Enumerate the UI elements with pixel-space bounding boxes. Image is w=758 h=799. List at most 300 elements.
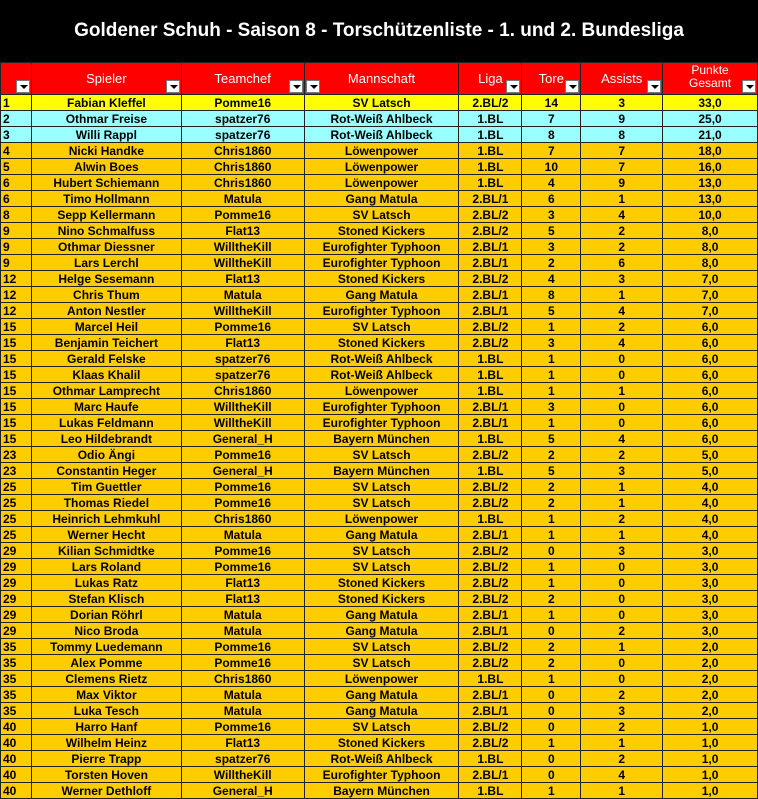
cell-rank[interactable]: 40 [1, 735, 32, 751]
cell-rank[interactable]: 25 [1, 511, 32, 527]
cell-spieler[interactable]: Sepp Kellermann [31, 207, 181, 223]
cell-tore[interactable]: 0 [522, 751, 581, 767]
cell-tore[interactable]: 1 [522, 527, 581, 543]
cell-tore[interactable]: 7 [522, 111, 581, 127]
cell-punkte[interactable]: 2,0 [663, 671, 758, 687]
cell-assists[interactable]: 1 [581, 783, 663, 799]
cell-rank[interactable]: 23 [1, 447, 32, 463]
cell-mannschaft[interactable]: SV Latsch [304, 495, 459, 511]
cell-mannschaft[interactable]: SV Latsch [304, 543, 459, 559]
cell-assists[interactable]: 9 [581, 175, 663, 191]
cell-teamchef[interactable]: spatzer76 [181, 367, 304, 383]
cell-rank[interactable]: 4 [1, 143, 32, 159]
cell-tore[interactable]: 3 [522, 399, 581, 415]
cell-tore[interactable]: 1 [522, 671, 581, 687]
cell-rank[interactable]: 40 [1, 783, 32, 799]
cell-mannschaft[interactable]: Eurofighter Typhoon [304, 303, 459, 319]
cell-rank[interactable]: 35 [1, 703, 32, 719]
cell-tore[interactable]: 1 [522, 735, 581, 751]
cell-mannschaft[interactable]: Eurofighter Typhoon [304, 239, 459, 255]
cell-punkte[interactable]: 3,0 [663, 575, 758, 591]
cell-rank[interactable]: 23 [1, 463, 32, 479]
cell-teamchef[interactable]: Matula [181, 287, 304, 303]
cell-mannschaft[interactable]: Stoned Kickers [304, 223, 459, 239]
cell-mannschaft[interactable]: SV Latsch [304, 95, 459, 111]
cell-liga[interactable]: 2.BL/1 [459, 303, 522, 319]
cell-spieler[interactable]: Heinrich Lehmkuhl [31, 511, 181, 527]
cell-punkte[interactable]: 4,0 [663, 495, 758, 511]
cell-spieler[interactable]: Benjamin Teichert [31, 335, 181, 351]
cell-rank[interactable]: 12 [1, 271, 32, 287]
cell-spieler[interactable]: Helge Sesemann [31, 271, 181, 287]
cell-tore[interactable]: 3 [522, 335, 581, 351]
cell-tore[interactable]: 5 [522, 223, 581, 239]
cell-teamchef[interactable]: Pomme16 [181, 719, 304, 735]
cell-liga[interactable]: 2.BL/2 [459, 319, 522, 335]
cell-assists[interactable]: 2 [581, 223, 663, 239]
cell-mannschaft[interactable]: Gang Matula [304, 703, 459, 719]
cell-liga[interactable]: 1.BL [459, 127, 522, 143]
cell-rank[interactable]: 12 [1, 303, 32, 319]
cell-assists[interactable]: 2 [581, 687, 663, 703]
cell-liga[interactable]: 1.BL [459, 111, 522, 127]
cell-tore[interactable]: 8 [522, 127, 581, 143]
cell-assists[interactable]: 2 [581, 447, 663, 463]
cell-mannschaft[interactable]: Löwenpower [304, 143, 459, 159]
cell-mannschaft[interactable]: Bayern München [304, 783, 459, 799]
cell-teamchef[interactable]: Chris1860 [181, 175, 304, 191]
cell-liga[interactable]: 1.BL [459, 383, 522, 399]
cell-punkte[interactable]: 13,0 [663, 175, 758, 191]
cell-punkte[interactable]: 7,0 [663, 303, 758, 319]
cell-liga[interactable]: 1.BL [459, 175, 522, 191]
cell-assists[interactable]: 4 [581, 767, 663, 783]
cell-rank[interactable]: 29 [1, 543, 32, 559]
cell-liga[interactable]: 1.BL [459, 351, 522, 367]
filter-dropdown-icon[interactable] [565, 80, 579, 93]
cell-tore[interactable]: 4 [522, 271, 581, 287]
cell-rank[interactable]: 40 [1, 719, 32, 735]
cell-punkte[interactable]: 6,0 [663, 367, 758, 383]
cell-assists[interactable]: 4 [581, 431, 663, 447]
cell-rank[interactable]: 12 [1, 287, 32, 303]
cell-assists[interactable]: 2 [581, 719, 663, 735]
cell-assists[interactable]: 3 [581, 95, 663, 111]
cell-liga[interactable]: 2.BL/2 [459, 495, 522, 511]
cell-tore[interactable]: 2 [522, 639, 581, 655]
cell-liga[interactable]: 2.BL/1 [459, 767, 522, 783]
cell-teamchef[interactable]: Chris1860 [181, 671, 304, 687]
cell-tore[interactable]: 1 [522, 383, 581, 399]
cell-teamchef[interactable]: Matula [181, 191, 304, 207]
cell-assists[interactable]: 3 [581, 543, 663, 559]
cell-mannschaft[interactable]: Eurofighter Typhoon [304, 399, 459, 415]
cell-mannschaft[interactable]: Bayern München [304, 431, 459, 447]
cell-assists[interactable]: 1 [581, 191, 663, 207]
cell-liga[interactable]: 1.BL [459, 431, 522, 447]
cell-tore[interactable]: 3 [522, 207, 581, 223]
cell-punkte[interactable]: 25,0 [663, 111, 758, 127]
cell-tore[interactable]: 0 [522, 719, 581, 735]
cell-spieler[interactable]: Nino Schmalfuss [31, 223, 181, 239]
cell-tore[interactable]: 2 [522, 655, 581, 671]
cell-spieler[interactable]: Othmar Diessner [31, 239, 181, 255]
cell-teamchef[interactable]: General_H [181, 431, 304, 447]
cell-teamchef[interactable]: General_H [181, 783, 304, 799]
cell-assists[interactable]: 3 [581, 271, 663, 287]
cell-tore[interactable]: 5 [522, 431, 581, 447]
cell-spieler[interactable]: Marcel Heil [31, 319, 181, 335]
cell-mannschaft[interactable]: SV Latsch [304, 319, 459, 335]
cell-spieler[interactable]: Klaas Khalil [31, 367, 181, 383]
cell-mannschaft[interactable]: Löwenpower [304, 175, 459, 191]
cell-spieler[interactable]: Lars Roland [31, 559, 181, 575]
cell-mannschaft[interactable]: Bayern München [304, 463, 459, 479]
cell-punkte[interactable]: 6,0 [663, 399, 758, 415]
cell-tore[interactable]: 0 [522, 687, 581, 703]
cell-mannschaft[interactable]: SV Latsch [304, 655, 459, 671]
cell-spieler[interactable]: Tim Guettler [31, 479, 181, 495]
cell-tore[interactable]: 2 [522, 479, 581, 495]
cell-teamchef[interactable]: Pomme16 [181, 447, 304, 463]
cell-mannschaft[interactable]: Rot-Weiß Ahlbeck [304, 111, 459, 127]
cell-liga[interactable]: 2.BL/2 [459, 271, 522, 287]
cell-teamchef[interactable]: spatzer76 [181, 351, 304, 367]
cell-punkte[interactable]: 33,0 [663, 95, 758, 111]
cell-teamchef[interactable]: WilltheKill [181, 415, 304, 431]
cell-spieler[interactable]: Leo Hildebrandt [31, 431, 181, 447]
cell-spieler[interactable]: Marc Haufe [31, 399, 181, 415]
cell-punkte[interactable]: 2,0 [663, 639, 758, 655]
cell-spieler[interactable]: Alex Pomme [31, 655, 181, 671]
cell-punkte[interactable]: 1,0 [663, 783, 758, 799]
cell-liga[interactable]: 2.BL/2 [459, 447, 522, 463]
cell-teamchef[interactable]: Pomme16 [181, 479, 304, 495]
cell-teamchef[interactable]: WilltheKill [181, 239, 304, 255]
cell-rank[interactable]: 29 [1, 607, 32, 623]
cell-assists[interactable]: 0 [581, 671, 663, 687]
cell-tore[interactable]: 1 [522, 559, 581, 575]
cell-liga[interactable]: 2.BL/1 [459, 703, 522, 719]
cell-tore[interactable]: 7 [522, 143, 581, 159]
cell-teamchef[interactable]: Pomme16 [181, 639, 304, 655]
cell-assists[interactable]: 1 [581, 527, 663, 543]
cell-mannschaft[interactable]: SV Latsch [304, 719, 459, 735]
cell-mannschaft[interactable]: Rot-Weiß Ahlbeck [304, 367, 459, 383]
cell-punkte[interactable]: 2,0 [663, 655, 758, 671]
cell-spieler[interactable]: Alwin Boes [31, 159, 181, 175]
cell-spieler[interactable]: Gerald Felske [31, 351, 181, 367]
cell-spieler[interactable]: Othmar Freise [31, 111, 181, 127]
cell-punkte[interactable]: 18,0 [663, 143, 758, 159]
cell-punkte[interactable]: 3,0 [663, 623, 758, 639]
cell-liga[interactable]: 2.BL/2 [459, 655, 522, 671]
header-tore[interactable]: Tore [522, 63, 581, 95]
cell-spieler[interactable]: Pierre Trapp [31, 751, 181, 767]
cell-rank[interactable]: 25 [1, 479, 32, 495]
cell-mannschaft[interactable]: SV Latsch [304, 207, 459, 223]
cell-rank[interactable]: 9 [1, 255, 32, 271]
cell-assists[interactable]: 1 [581, 495, 663, 511]
cell-rank[interactable]: 15 [1, 383, 32, 399]
cell-assists[interactable]: 8 [581, 127, 663, 143]
cell-assists[interactable]: 4 [581, 303, 663, 319]
header-punkte[interactable] [663, 63, 758, 95]
cell-mannschaft[interactable]: Eurofighter Typhoon [304, 255, 459, 271]
cell-teamchef[interactable]: Chris1860 [181, 159, 304, 175]
cell-assists[interactable]: 0 [581, 575, 663, 591]
cell-assists[interactable]: 0 [581, 351, 663, 367]
cell-punkte[interactable]: 7,0 [663, 271, 758, 287]
cell-liga[interactable]: 2.BL/2 [459, 639, 522, 655]
cell-spieler[interactable]: Thomas Riedel [31, 495, 181, 511]
cell-punkte[interactable]: 8,0 [663, 239, 758, 255]
cell-mannschaft[interactable]: Gang Matula [304, 623, 459, 639]
cell-liga[interactable]: 1.BL [459, 511, 522, 527]
cell-punkte[interactable]: 1,0 [663, 767, 758, 783]
cell-teamchef[interactable]: WilltheKill [181, 399, 304, 415]
cell-liga[interactable]: 2.BL/1 [459, 239, 522, 255]
cell-assists[interactable]: 0 [581, 399, 663, 415]
cell-tore[interactable]: 0 [522, 703, 581, 719]
cell-spieler[interactable]: Clemens Rietz [31, 671, 181, 687]
cell-punkte[interactable]: 21,0 [663, 127, 758, 143]
cell-spieler[interactable]: Odio Ängi [31, 447, 181, 463]
cell-assists[interactable]: 3 [581, 703, 663, 719]
cell-teamchef[interactable]: Chris1860 [181, 143, 304, 159]
cell-rank[interactable]: 15 [1, 399, 32, 415]
cell-teamchef[interactable]: spatzer76 [181, 751, 304, 767]
cell-tore[interactable]: 1 [522, 351, 581, 367]
cell-tore[interactable]: 1 [522, 783, 581, 799]
cell-rank[interactable]: 5 [1, 159, 32, 175]
cell-spieler[interactable]: Luka Tesch [31, 703, 181, 719]
cell-rank[interactable]: 40 [1, 751, 32, 767]
cell-mannschaft[interactable]: SV Latsch [304, 639, 459, 655]
cell-rank[interactable]: 29 [1, 559, 32, 575]
cell-spieler[interactable]: Kilian Schmidtke [31, 543, 181, 559]
cell-rank[interactable]: 9 [1, 239, 32, 255]
cell-rank[interactable]: 6 [1, 191, 32, 207]
cell-assists[interactable]: 1 [581, 479, 663, 495]
cell-assists[interactable]: 0 [581, 591, 663, 607]
cell-liga[interactable]: 2.BL/2 [459, 735, 522, 751]
cell-teamchef[interactable]: Flat13 [181, 591, 304, 607]
cell-teamchef[interactable]: spatzer76 [181, 127, 304, 143]
cell-punkte[interactable]: 8,0 [663, 223, 758, 239]
filter-dropdown-icon[interactable] [289, 80, 303, 93]
header-assists[interactable]: Assists [581, 63, 663, 95]
cell-assists[interactable]: 1 [581, 639, 663, 655]
cell-tore[interactable]: 2 [522, 255, 581, 271]
cell-teamchef[interactable]: Pomme16 [181, 543, 304, 559]
cell-mannschaft[interactable]: Stoned Kickers [304, 271, 459, 287]
cell-punkte[interactable]: 5,0 [663, 463, 758, 479]
cell-spieler[interactable]: Dorian Röhrl [31, 607, 181, 623]
cell-mannschaft[interactable]: Stoned Kickers [304, 591, 459, 607]
cell-liga[interactable]: 1.BL [459, 159, 522, 175]
cell-spieler[interactable]: Timo Hollmann [31, 191, 181, 207]
cell-liga[interactable]: 2.BL/1 [459, 623, 522, 639]
cell-spieler[interactable]: Othmar Lamprecht [31, 383, 181, 399]
cell-liga[interactable]: 1.BL [459, 367, 522, 383]
cell-punkte[interactable]: 3,0 [663, 543, 758, 559]
cell-punkte[interactable]: 2,0 [663, 687, 758, 703]
cell-rank[interactable]: 8 [1, 207, 32, 223]
cell-assists[interactable]: 0 [581, 655, 663, 671]
filter-dropdown-icon[interactable] [166, 80, 180, 93]
cell-assists[interactable]: 0 [581, 415, 663, 431]
cell-punkte[interactable]: 16,0 [663, 159, 758, 175]
cell-teamchef[interactable]: Pomme16 [181, 655, 304, 671]
cell-assists[interactable]: 2 [581, 511, 663, 527]
cell-tore[interactable]: 2 [522, 447, 581, 463]
cell-teamchef[interactable]: Matula [181, 527, 304, 543]
cell-assists[interactable]: 0 [581, 559, 663, 575]
cell-punkte[interactable]: 1,0 [663, 751, 758, 767]
cell-assists[interactable]: 9 [581, 111, 663, 127]
cell-assists[interactable]: 7 [581, 143, 663, 159]
cell-tore[interactable]: 10 [522, 159, 581, 175]
cell-spieler[interactable]: Lars Lerchl [31, 255, 181, 271]
cell-spieler[interactable]: Torsten Hoven [31, 767, 181, 783]
header-teamchef[interactable]: Teamchef [181, 63, 304, 95]
cell-liga[interactable]: 2.BL/2 [459, 575, 522, 591]
cell-liga[interactable]: 2.BL/1 [459, 527, 522, 543]
cell-punkte[interactable]: 4,0 [663, 511, 758, 527]
cell-mannschaft[interactable]: Gang Matula [304, 607, 459, 623]
cell-rank[interactable]: 2 [1, 111, 32, 127]
cell-liga[interactable]: 1.BL [459, 751, 522, 767]
cell-punkte[interactable]: 10,0 [663, 207, 758, 223]
cell-spieler[interactable]: Stefan Klisch [31, 591, 181, 607]
cell-punkte[interactable]: 6,0 [663, 431, 758, 447]
cell-teamchef[interactable]: Chris1860 [181, 383, 304, 399]
cell-punkte[interactable]: 3,0 [663, 559, 758, 575]
cell-liga[interactable]: 2.BL/1 [459, 415, 522, 431]
cell-teamchef[interactable]: Pomme16 [181, 95, 304, 111]
cell-liga[interactable]: 2.BL/2 [459, 207, 522, 223]
cell-tore[interactable]: 2 [522, 495, 581, 511]
cell-teamchef[interactable]: WilltheKill [181, 255, 304, 271]
cell-punkte[interactable]: 2,0 [663, 703, 758, 719]
cell-assists[interactable]: 7 [581, 159, 663, 175]
filter-dropdown-icon[interactable] [742, 80, 756, 93]
cell-rank[interactable]: 35 [1, 671, 32, 687]
cell-mannschaft[interactable]: Gang Matula [304, 191, 459, 207]
cell-assists[interactable]: 1 [581, 287, 663, 303]
cell-rank[interactable]: 35 [1, 639, 32, 655]
cell-tore[interactable]: 1 [522, 607, 581, 623]
cell-punkte[interactable]: 6,0 [663, 351, 758, 367]
cell-teamchef[interactable]: WilltheKill [181, 767, 304, 783]
cell-rank[interactable]: 29 [1, 623, 32, 639]
cell-mannschaft[interactable]: SV Latsch [304, 447, 459, 463]
cell-punkte[interactable]: 3,0 [663, 607, 758, 623]
header-liga[interactable]: Liga [459, 63, 522, 95]
header-rank[interactable] [1, 63, 32, 95]
cell-punkte[interactable]: 13,0 [663, 191, 758, 207]
cell-spieler[interactable]: Nicki Handke [31, 143, 181, 159]
cell-tore[interactable]: 14 [522, 95, 581, 111]
cell-assists[interactable]: 4 [581, 207, 663, 223]
cell-teamchef[interactable]: Matula [181, 687, 304, 703]
cell-punkte[interactable]: 8,0 [663, 255, 758, 271]
cell-teamchef[interactable]: Flat13 [181, 335, 304, 351]
cell-rank[interactable]: 35 [1, 687, 32, 703]
cell-rank[interactable]: 25 [1, 527, 32, 543]
filter-dropdown-icon[interactable] [506, 80, 520, 93]
cell-tore[interactable]: 4 [522, 175, 581, 191]
cell-assists[interactable]: 6 [581, 255, 663, 271]
cell-liga[interactable]: 1.BL [459, 671, 522, 687]
cell-assists[interactable]: 2 [581, 319, 663, 335]
cell-teamchef[interactable]: Flat13 [181, 735, 304, 751]
cell-spieler[interactable]: Hubert Schiemann [31, 175, 181, 191]
cell-teamchef[interactable]: Matula [181, 623, 304, 639]
cell-tore[interactable]: 0 [522, 767, 581, 783]
cell-liga[interactable]: 1.BL [459, 463, 522, 479]
cell-assists[interactable]: 1 [581, 735, 663, 751]
cell-mannschaft[interactable]: Rot-Weiß Ahlbeck [304, 751, 459, 767]
header-mannschaft[interactable]: Mannschaft [304, 63, 459, 95]
cell-punkte[interactable]: 4,0 [663, 527, 758, 543]
cell-tore[interactable]: 1 [522, 367, 581, 383]
cell-rank[interactable]: 9 [1, 223, 32, 239]
cell-teamchef[interactable]: Flat13 [181, 223, 304, 239]
cell-punkte[interactable]: 7,0 [663, 287, 758, 303]
cell-spieler[interactable]: Nico Broda [31, 623, 181, 639]
cell-tore[interactable]: 5 [522, 303, 581, 319]
cell-spieler[interactable]: Werner Hecht [31, 527, 181, 543]
cell-spieler[interactable]: Tommy Luedemann [31, 639, 181, 655]
cell-mannschaft[interactable]: Löwenpower [304, 383, 459, 399]
cell-tore[interactable]: 3 [522, 239, 581, 255]
cell-tore[interactable]: 5 [522, 463, 581, 479]
cell-spieler[interactable]: Lukas Ratz [31, 575, 181, 591]
cell-liga[interactable]: 1.BL [459, 143, 522, 159]
cell-liga[interactable]: 2.BL/2 [459, 223, 522, 239]
cell-spieler[interactable]: Chris Thum [31, 287, 181, 303]
cell-teamchef[interactable]: Chris1860 [181, 511, 304, 527]
cell-rank[interactable]: 35 [1, 655, 32, 671]
cell-punkte[interactable]: 4,0 [663, 479, 758, 495]
cell-mannschaft[interactable]: Löwenpower [304, 511, 459, 527]
cell-rank[interactable]: 29 [1, 591, 32, 607]
cell-teamchef[interactable]: spatzer76 [181, 111, 304, 127]
cell-punkte[interactable]: 6,0 [663, 415, 758, 431]
cell-spieler[interactable]: Lukas Feldmann [31, 415, 181, 431]
cell-tore[interactable]: 1 [522, 415, 581, 431]
cell-rank[interactable]: 15 [1, 367, 32, 383]
cell-mannschaft[interactable]: Rot-Weiß Ahlbeck [304, 351, 459, 367]
cell-teamchef[interactable]: Pomme16 [181, 559, 304, 575]
cell-rank[interactable]: 1 [1, 95, 32, 111]
cell-mannschaft[interactable]: Stoned Kickers [304, 735, 459, 751]
cell-spieler[interactable]: Harro Hanf [31, 719, 181, 735]
cell-mannschaft[interactable]: Stoned Kickers [304, 335, 459, 351]
cell-rank[interactable]: 6 [1, 175, 32, 191]
cell-assists[interactable]: 3 [581, 463, 663, 479]
cell-liga[interactable]: 2.BL/1 [459, 607, 522, 623]
cell-mannschaft[interactable]: Gang Matula [304, 527, 459, 543]
cell-spieler[interactable]: Willi Rappl [31, 127, 181, 143]
cell-punkte[interactable]: 1,0 [663, 735, 758, 751]
cell-tore[interactable]: 8 [522, 287, 581, 303]
cell-liga[interactable]: 2.BL/2 [459, 479, 522, 495]
cell-spieler[interactable]: Wilhelm Heinz [31, 735, 181, 751]
cell-liga[interactable]: 2.BL/1 [459, 287, 522, 303]
